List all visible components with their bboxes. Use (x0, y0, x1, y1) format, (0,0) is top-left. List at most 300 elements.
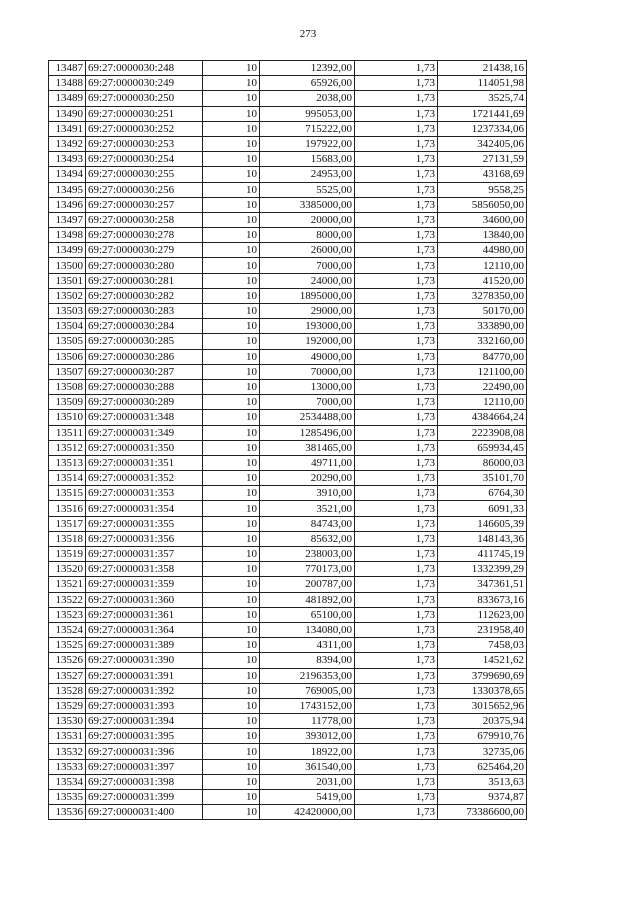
row-number-cell: 13508 (49, 379, 86, 394)
row-number-cell: 13500 (49, 258, 86, 273)
amount-cell: 192000,00 (260, 334, 355, 349)
amount-cell: 26000,00 (260, 243, 355, 258)
row-number-cell: 13506 (49, 349, 86, 364)
cadastral-number-cell: 69:27:0000030:279 (86, 243, 203, 258)
table-row (49, 106, 527, 121)
cadastral-number-cell: 69:27:0000030:285 (86, 334, 203, 349)
cadastral-number-cell: 69:27:0000030:286 (86, 349, 203, 364)
factor-cell: 10 (203, 364, 260, 379)
value-cell: 112623,00 (438, 607, 527, 622)
rate-cell: 1,73 (355, 106, 438, 121)
table-row (49, 607, 527, 622)
value-cell: 114051,98 (438, 76, 527, 91)
rate-cell: 1,73 (355, 455, 438, 470)
rate-cell: 1,73 (355, 547, 438, 562)
table-row (49, 243, 527, 258)
row-number-cell: 13491 (49, 121, 86, 136)
factor-cell: 10 (203, 288, 260, 303)
value-cell: 1237334,06 (438, 121, 527, 136)
page-number: 273 (299, 28, 317, 40)
amount-cell: 18922,00 (260, 744, 355, 759)
rate-cell: 1,73 (355, 197, 438, 212)
factor-cell: 10 (203, 455, 260, 470)
cadastral-number-cell: 69:27:0000031:390 (86, 653, 203, 668)
row-number-cell: 13492 (49, 136, 86, 151)
row-number-cell: 13526 (49, 653, 86, 668)
value-cell: 3513,63 (438, 774, 527, 789)
amount-cell: 481892,00 (260, 592, 355, 607)
amount-cell: 65100,00 (260, 607, 355, 622)
factor-cell: 10 (203, 774, 260, 789)
row-number-cell: 13501 (49, 273, 86, 288)
factor-cell: 10 (203, 91, 260, 106)
rate-cell: 1,73 (355, 304, 438, 319)
cadastral-number-cell: 69:27:0000031:351 (86, 455, 203, 470)
cadastral-number-cell: 69:27:0000031:393 (86, 698, 203, 713)
amount-cell: 85632,00 (260, 531, 355, 546)
row-number-cell: 13524 (49, 622, 86, 637)
amount-cell: 12392,00 (260, 61, 355, 76)
table-row (49, 273, 527, 288)
table-row (49, 197, 527, 212)
row-number-cell: 13529 (49, 698, 86, 713)
rate-cell: 1,73 (355, 729, 438, 744)
amount-cell: 3521,00 (260, 501, 355, 516)
value-cell: 35101,70 (438, 471, 527, 486)
table-row (49, 562, 527, 577)
cadastral-number-cell: 69:27:0000030:283 (86, 304, 203, 319)
rate-cell: 1,73 (355, 698, 438, 713)
table-row (49, 319, 527, 334)
rate-cell: 1,73 (355, 395, 438, 410)
value-cell: 7458,03 (438, 638, 527, 653)
amount-cell: 193000,00 (260, 319, 355, 334)
rate-cell: 1,73 (355, 790, 438, 805)
registry-table-body (49, 61, 527, 820)
rate-cell: 1,73 (355, 440, 438, 455)
rate-cell: 1,73 (355, 91, 438, 106)
cadastral-number-cell: 69:27:0000031:348 (86, 410, 203, 425)
row-number-cell: 13530 (49, 714, 86, 729)
amount-cell: 715222,00 (260, 121, 355, 136)
factor-cell: 10 (203, 547, 260, 562)
table-row (49, 683, 527, 698)
value-cell: 12110,00 (438, 395, 527, 410)
row-number-cell: 13504 (49, 319, 86, 334)
rate-cell: 1,73 (355, 683, 438, 698)
row-number-cell: 13521 (49, 577, 86, 592)
table-row (49, 592, 527, 607)
table-row (49, 440, 527, 455)
table-row (49, 167, 527, 182)
rate-cell: 1,73 (355, 486, 438, 501)
table-row (49, 212, 527, 227)
row-number-cell: 13535 (49, 790, 86, 805)
cadastral-number-cell: 69:27:0000030:249 (86, 76, 203, 91)
cadastral-number-cell: 69:27:0000031:350 (86, 440, 203, 455)
amount-cell: 197922,00 (260, 136, 355, 151)
value-cell: 34600,00 (438, 212, 527, 227)
cadastral-number-cell: 69:27:0000031:391 (86, 668, 203, 683)
amount-cell: 1743152,00 (260, 698, 355, 713)
cadastral-number-cell: 69:27:0000030:256 (86, 182, 203, 197)
factor-cell: 10 (203, 121, 260, 136)
amount-cell: 20000,00 (260, 212, 355, 227)
cadastral-number-cell: 69:27:0000030:287 (86, 364, 203, 379)
rate-cell: 1,73 (355, 607, 438, 622)
cadastral-number-cell: 69:27:0000030:255 (86, 167, 203, 182)
cadastral-number-cell: 69:27:0000031:353 (86, 486, 203, 501)
factor-cell: 10 (203, 136, 260, 151)
row-number-cell: 13533 (49, 759, 86, 774)
table-row (49, 790, 527, 805)
factor-cell: 10 (203, 744, 260, 759)
amount-cell: 4311,00 (260, 638, 355, 653)
factor-cell: 10 (203, 486, 260, 501)
value-cell: 3799690,69 (438, 668, 527, 683)
table-row (49, 668, 527, 683)
amount-cell: 770173,00 (260, 562, 355, 577)
value-cell: 342405,06 (438, 136, 527, 151)
rate-cell: 1,73 (355, 562, 438, 577)
row-number-cell: 13516 (49, 501, 86, 516)
cadastral-number-cell: 69:27:0000031:356 (86, 531, 203, 546)
table-row (49, 744, 527, 759)
rate-cell: 1,73 (355, 774, 438, 789)
value-cell: 44980,00 (438, 243, 527, 258)
amount-cell: 238003,00 (260, 547, 355, 562)
amount-cell: 200787,00 (260, 577, 355, 592)
cadastral-number-cell: 69:27:0000030:251 (86, 106, 203, 121)
table-row (49, 698, 527, 713)
factor-cell: 10 (203, 334, 260, 349)
row-number-cell: 13502 (49, 288, 86, 303)
table-row (49, 774, 527, 789)
table-row (49, 714, 527, 729)
cadastral-number-cell: 69:27:0000031:358 (86, 562, 203, 577)
value-cell: 332160,00 (438, 334, 527, 349)
amount-cell: 5419,00 (260, 790, 355, 805)
rate-cell: 1,73 (355, 471, 438, 486)
value-cell: 14521,62 (438, 653, 527, 668)
rate-cell: 1,73 (355, 152, 438, 167)
table-row (49, 258, 527, 273)
cadastral-number-cell: 69:27:0000030:280 (86, 258, 203, 273)
amount-cell: 8000,00 (260, 228, 355, 243)
cadastral-number-cell: 69:27:0000030:289 (86, 395, 203, 410)
row-number-cell: 13493 (49, 152, 86, 167)
value-cell: 1721441,69 (438, 106, 527, 121)
cadastral-number-cell: 69:27:0000030:284 (86, 319, 203, 334)
row-number-cell: 13512 (49, 440, 86, 455)
row-number-cell: 13536 (49, 805, 86, 820)
row-number-cell: 13518 (49, 531, 86, 546)
factor-cell: 10 (203, 61, 260, 76)
cadastral-number-cell: 69:27:0000031:396 (86, 744, 203, 759)
row-number-cell: 13505 (49, 334, 86, 349)
value-cell: 27131,59 (438, 152, 527, 167)
amount-cell: 5525,00 (260, 182, 355, 197)
rate-cell: 1,73 (355, 61, 438, 76)
factor-cell: 10 (203, 243, 260, 258)
value-cell: 41520,00 (438, 273, 527, 288)
factor-cell: 10 (203, 759, 260, 774)
rate-cell: 1,73 (355, 759, 438, 774)
rate-cell: 1,73 (355, 425, 438, 440)
amount-cell: 361540,00 (260, 759, 355, 774)
table-row (49, 501, 527, 516)
cadastral-number-cell: 69:27:0000031:389 (86, 638, 203, 653)
factor-cell: 10 (203, 273, 260, 288)
value-cell: 1330378,65 (438, 683, 527, 698)
cadastral-number-cell: 69:27:0000031:352 (86, 471, 203, 486)
value-cell: 43168,69 (438, 167, 527, 182)
cadastral-number-cell: 69:27:0000030:258 (86, 212, 203, 227)
factor-cell: 10 (203, 607, 260, 622)
rate-cell: 1,73 (355, 622, 438, 637)
rate-cell: 1,73 (355, 319, 438, 334)
table-row (49, 759, 527, 774)
table-row (49, 395, 527, 410)
cadastral-number-cell: 69:27:0000031:359 (86, 577, 203, 592)
table-row (49, 349, 527, 364)
row-number-cell: 13531 (49, 729, 86, 744)
rate-cell: 1,73 (355, 136, 438, 151)
factor-cell: 10 (203, 698, 260, 713)
amount-cell: 24000,00 (260, 273, 355, 288)
row-number-cell: 13519 (49, 547, 86, 562)
table-row (49, 76, 527, 91)
cadastral-number-cell: 69:27:0000030:253 (86, 136, 203, 151)
rate-cell: 1,73 (355, 577, 438, 592)
row-number-cell: 13510 (49, 410, 86, 425)
factor-cell: 10 (203, 197, 260, 212)
cadastral-number-cell: 69:27:0000031:361 (86, 607, 203, 622)
value-cell: 9374,87 (438, 790, 527, 805)
value-cell: 3525,74 (438, 91, 527, 106)
cadastral-number-cell: 69:27:0000030:254 (86, 152, 203, 167)
table-row (49, 805, 527, 820)
row-number-cell: 13523 (49, 607, 86, 622)
rate-cell: 1,73 (355, 273, 438, 288)
cadastral-number-cell: 69:27:0000031:364 (86, 622, 203, 637)
factor-cell: 10 (203, 379, 260, 394)
table-row (49, 334, 527, 349)
factor-cell: 10 (203, 440, 260, 455)
table-row (49, 471, 527, 486)
row-number-cell: 13488 (49, 76, 86, 91)
table-row (49, 653, 527, 668)
row-number-cell: 13509 (49, 395, 86, 410)
value-cell: 3015652,96 (438, 698, 527, 713)
value-cell: 22490,00 (438, 379, 527, 394)
cadastral-number-cell: 69:27:0000031:397 (86, 759, 203, 774)
factor-cell: 10 (203, 425, 260, 440)
factor-cell: 10 (203, 410, 260, 425)
value-cell: 231958,40 (438, 622, 527, 637)
amount-cell: 1895000,00 (260, 288, 355, 303)
cadastral-number-cell: 69:27:0000031:355 (86, 516, 203, 531)
factor-cell: 10 (203, 790, 260, 805)
amount-cell: 84743,00 (260, 516, 355, 531)
amount-cell: 7000,00 (260, 258, 355, 273)
amount-cell: 995053,00 (260, 106, 355, 121)
value-cell: 6764,30 (438, 486, 527, 501)
factor-cell: 10 (203, 683, 260, 698)
rate-cell: 1,73 (355, 288, 438, 303)
rate-cell: 1,73 (355, 653, 438, 668)
amount-cell: 49711,00 (260, 455, 355, 470)
factor-cell: 10 (203, 106, 260, 121)
factor-cell: 10 (203, 228, 260, 243)
cadastral-number-cell: 69:27:0000030:278 (86, 228, 203, 243)
factor-cell: 10 (203, 805, 260, 820)
rate-cell: 1,73 (355, 258, 438, 273)
factor-cell: 10 (203, 76, 260, 91)
rate-cell: 1,73 (355, 638, 438, 653)
amount-cell: 2534488,00 (260, 410, 355, 425)
rate-cell: 1,73 (355, 182, 438, 197)
value-cell: 13840,00 (438, 228, 527, 243)
value-cell: 679910,76 (438, 729, 527, 744)
rate-cell: 1,73 (355, 243, 438, 258)
row-number-cell: 13498 (49, 228, 86, 243)
cadastral-number-cell: 69:27:0000030:281 (86, 273, 203, 288)
table-row (49, 516, 527, 531)
rate-cell: 1,73 (355, 516, 438, 531)
value-cell: 73386600,00 (438, 805, 527, 820)
rate-cell: 1,73 (355, 167, 438, 182)
factor-cell: 10 (203, 501, 260, 516)
value-cell: 3278350,00 (438, 288, 527, 303)
rate-cell: 1,73 (355, 349, 438, 364)
factor-cell: 10 (203, 562, 260, 577)
table-row (49, 152, 527, 167)
amount-cell: 65926,00 (260, 76, 355, 91)
amount-cell: 49000,00 (260, 349, 355, 364)
row-number-cell: 13528 (49, 683, 86, 698)
value-cell: 148143,36 (438, 531, 527, 546)
value-cell: 333890,00 (438, 319, 527, 334)
cadastral-number-cell: 69:27:0000030:248 (86, 61, 203, 76)
row-number-cell: 13520 (49, 562, 86, 577)
value-cell: 347361,51 (438, 577, 527, 592)
factor-cell: 10 (203, 304, 260, 319)
amount-cell: 381465,00 (260, 440, 355, 455)
amount-cell: 20290,00 (260, 471, 355, 486)
table-row (49, 364, 527, 379)
row-number-cell: 13487 (49, 61, 86, 76)
table-row (49, 622, 527, 637)
rate-cell: 1,73 (355, 531, 438, 546)
amount-cell: 393012,00 (260, 729, 355, 744)
rate-cell: 1,73 (355, 714, 438, 729)
factor-cell: 10 (203, 258, 260, 273)
value-cell: 625464,20 (438, 759, 527, 774)
table-row (49, 304, 527, 319)
amount-cell: 134080,00 (260, 622, 355, 637)
factor-cell: 10 (203, 577, 260, 592)
amount-cell: 3910,00 (260, 486, 355, 501)
rate-cell: 1,73 (355, 228, 438, 243)
row-number-cell: 13527 (49, 668, 86, 683)
amount-cell: 42420000,00 (260, 805, 355, 820)
row-number-cell: 13495 (49, 182, 86, 197)
factor-cell: 10 (203, 212, 260, 227)
row-number-cell: 13522 (49, 592, 86, 607)
cadastral-number-cell: 69:27:0000030:288 (86, 379, 203, 394)
amount-cell: 7000,00 (260, 395, 355, 410)
table-row (49, 729, 527, 744)
value-cell: 659934,45 (438, 440, 527, 455)
row-number-cell: 13517 (49, 516, 86, 531)
cadastral-number-cell: 69:27:0000030:282 (86, 288, 203, 303)
value-cell: 121100,00 (438, 364, 527, 379)
value-cell: 21438,16 (438, 61, 527, 76)
value-cell: 4384664,24 (438, 410, 527, 425)
row-number-cell: 13497 (49, 212, 86, 227)
row-number-cell: 13507 (49, 364, 86, 379)
cadastral-number-cell: 69:27:0000031:357 (86, 547, 203, 562)
cadastral-number-cell: 69:27:0000031:399 (86, 790, 203, 805)
table-row (49, 410, 527, 425)
rate-cell: 1,73 (355, 334, 438, 349)
row-number-cell: 13513 (49, 455, 86, 470)
rate-cell: 1,73 (355, 592, 438, 607)
factor-cell: 10 (203, 531, 260, 546)
value-cell: 6091,33 (438, 501, 527, 516)
value-cell: 411745,19 (438, 547, 527, 562)
rate-cell: 1,73 (355, 364, 438, 379)
factor-cell: 10 (203, 516, 260, 531)
cadastral-number-cell: 69:27:0000031:354 (86, 501, 203, 516)
table-row (49, 379, 527, 394)
factor-cell: 10 (203, 638, 260, 653)
factor-cell: 10 (203, 653, 260, 668)
row-number-cell: 13515 (49, 486, 86, 501)
row-number-cell: 13514 (49, 471, 86, 486)
table-row (49, 577, 527, 592)
row-number-cell: 13534 (49, 774, 86, 789)
amount-cell: 70000,00 (260, 364, 355, 379)
amount-cell: 15683,00 (260, 152, 355, 167)
rate-cell: 1,73 (355, 212, 438, 227)
amount-cell: 2031,00 (260, 774, 355, 789)
factor-cell: 10 (203, 167, 260, 182)
rate-cell: 1,73 (355, 379, 438, 394)
rate-cell: 1,73 (355, 805, 438, 820)
factor-cell: 10 (203, 152, 260, 167)
rate-cell: 1,73 (355, 76, 438, 91)
rate-cell: 1,73 (355, 501, 438, 516)
amount-cell: 8394,00 (260, 653, 355, 668)
value-cell: 9558,25 (438, 182, 527, 197)
factor-cell: 10 (203, 668, 260, 683)
table-row (49, 486, 527, 501)
cadastral-number-cell: 69:27:0000031:398 (86, 774, 203, 789)
rate-cell: 1,73 (355, 410, 438, 425)
cadastral-number-cell: 69:27:0000030:257 (86, 197, 203, 212)
rate-cell: 1,73 (355, 668, 438, 683)
factor-cell: 10 (203, 349, 260, 364)
table-row (49, 121, 527, 136)
table-row (49, 61, 527, 76)
value-cell: 20375,94 (438, 714, 527, 729)
value-cell: 146605,39 (438, 516, 527, 531)
amount-cell: 11778,00 (260, 714, 355, 729)
table-row (49, 136, 527, 151)
row-number-cell: 13503 (49, 304, 86, 319)
